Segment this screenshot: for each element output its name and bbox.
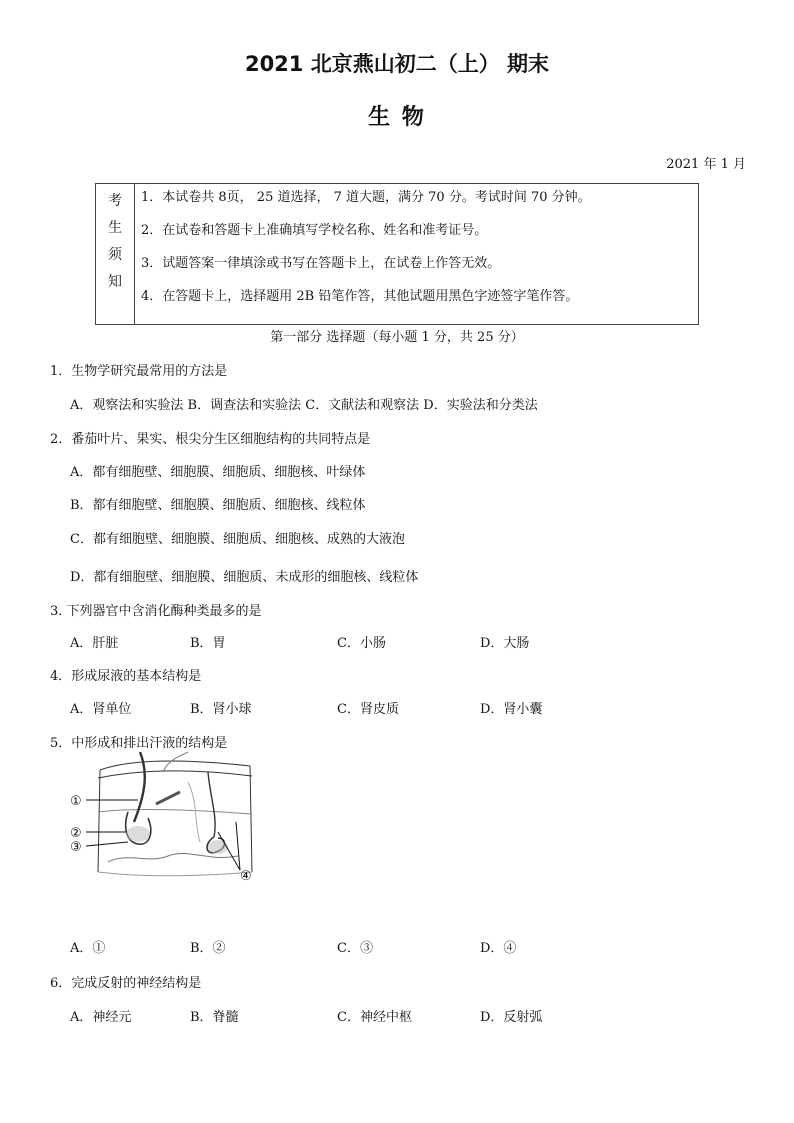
question-2-option-a: A．都有细胞壁、细胞膜、细胞质、细胞核、叶绿体: [70, 465, 366, 480]
question-6-option-a: A．神经元: [70, 1010, 132, 1025]
question-3-stem: 3. 下列器官中含消化酶种类最多的是: [50, 604, 262, 619]
question-3-option-c: C．小肠: [337, 636, 386, 651]
figure-label-2: ②: [70, 826, 82, 841]
question-4-option-c: C．肾皮质: [337, 702, 399, 717]
question-2-option-c: C．都有细胞壁、细胞膜、细胞质、细胞核、成熟的大液泡: [70, 532, 405, 547]
question-1-stem: 1．生物学研究最常用的方法是: [50, 364, 228, 379]
exam-date: 2021 年 1 月: [666, 157, 746, 172]
notice-label: [96, 184, 135, 325]
question-5-stem: [50, 732, 227, 751]
question-3-option-d: D．大肠: [480, 636, 530, 651]
figure-label-4: ④: [240, 869, 252, 884]
notice-label-char: 生: [108, 220, 122, 236]
question-1-options: A．观察法和实验法 B．调查法和实验法 C．文献法和观察法 D．实验法和分类法: [70, 398, 538, 413]
notice-item: 4．在答题卡上，选择题用 2B 铅笔作答，其他试题用黑色字迹签字笔作答。: [141, 289, 579, 304]
question-2-option-d: D．都有细胞壁、细胞膜、细胞质、未成形的细胞核、线粒体: [70, 570, 419, 585]
notice-label-char: 考: [108, 193, 122, 209]
question-3-option-b: B．胃: [190, 636, 226, 651]
question-4-option-b: B．肾小球: [190, 702, 252, 717]
question-4-stem: 4．形成尿液的基本结构是: [50, 669, 202, 684]
notice-item: 2．在试卷和答题卡上准确填写学校名称、姓名和准考证号。: [141, 223, 488, 238]
notice-table: [95, 183, 699, 325]
question-5-stem-text: 5．中形成和排出汗液的结构是: [50, 736, 228, 751]
question-3-option-a: A．肝脏: [70, 636, 119, 651]
question-5-option-d: D．④: [480, 941, 517, 956]
question-6-option-c: C．神经中枢: [337, 1010, 412, 1025]
question-2-stem: 2．番茄叶片、果实、根尖分生区细胞结构的共同特点是: [50, 432, 371, 447]
question-4-option-a: A．肾单位: [70, 702, 132, 717]
notice-item: 3．试题答案一律填涂或书写在答题卡上，在试卷上作答无效。: [141, 256, 501, 271]
figure-label-1: ①: [70, 794, 82, 809]
figure-label-3: ③: [70, 840, 82, 855]
subject-title: 生 物: [368, 105, 426, 130]
question-2-option-b: B．都有细胞壁、细胞膜、细胞质、细胞核、线粒体: [70, 498, 366, 513]
part-title: 第一部分 选择题（每小题 1 分，共 25 分）: [270, 330, 524, 345]
exam-title: 2021 北京燕山初二（上） 期末: [244, 52, 550, 76]
notice-label-char: 须: [108, 247, 122, 263]
notice-body: [135, 184, 699, 325]
question-6-stem: 6．完成反射的神经结构是: [50, 976, 202, 991]
notice-item: 1．本试卷共 8页， 25 道选择， 7 道大题，满分 70 分。考试时间 70 分钟。: [141, 190, 591, 205]
notice-label-char: 知: [108, 274, 122, 290]
question-6-option-d: D．反射弧: [480, 1010, 543, 1025]
question-4-option-d: D．肾小囊: [480, 702, 543, 717]
skin-structure-figure: [68, 752, 258, 887]
question-5-option-a: A．①: [70, 941, 106, 956]
question-5-option-b: B．②: [190, 941, 226, 956]
question-6-option-b: B．脊髓: [190, 1010, 239, 1025]
question-5-option-c: C．③: [337, 941, 373, 956]
